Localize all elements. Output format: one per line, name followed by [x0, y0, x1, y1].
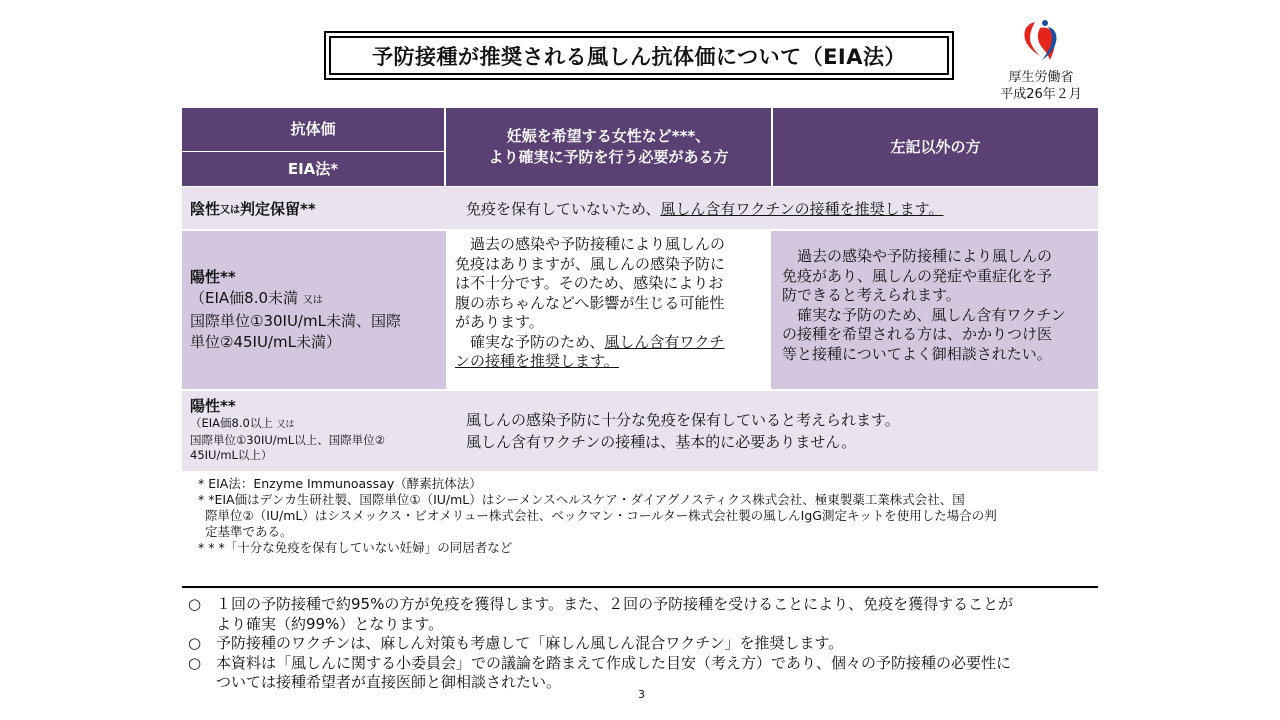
bullet-item: [188, 595, 1108, 634]
bullet-text: 本資料は「風しんに関する小委員会」での議論を踏まえて作成した目安（考え方）であり、個々の予防接種の必要性に: [216, 653, 1012, 672]
positive-low-others-line: の接種を希望される方は、かかりつけ医: [782, 325, 1053, 343]
positive-low-preg-line: 確実な予防のため、: [470, 332, 605, 351]
mhlw-logo-icon: [1018, 18, 1064, 64]
bullet-text: 予防接種のワクチンは、麻しん対策も考慮して「麻しん風しん混合ワクチン」を推奨します。: [216, 634, 844, 652]
footnote: * *EIA価はデンカ生研社製、国際単位①（IU/mL）はシーメンスヘルスケア・ダイアグノスティクス株式会社、極東製薬工業株式会社、国: [198, 492, 965, 507]
header-others: 左記以外の方: [773, 108, 1098, 186]
summary-bullets: [188, 595, 1108, 693]
positive-high-eia: （EIA価8.0以上: [190, 416, 277, 430]
header-pregnancy-line2: より確実に予防を行う必要がある方: [488, 148, 729, 166]
positive-low-eia: （EIA価8.0未満: [190, 289, 303, 307]
negative-content-recommendation: 風しん含有ワクチンの接種を推奨します。: [660, 199, 944, 218]
header-pregnancy-group: [446, 108, 771, 186]
negative-label-pending: 判定保留**: [240, 199, 316, 218]
row-positive-low-pregnancy: [446, 231, 771, 389]
footnote: 定基準である。: [205, 524, 293, 539]
footnote: * EIA法：Enzyme Immunoassay（酵素抗体法）: [198, 476, 482, 491]
row-positive-low-others: [773, 231, 1098, 389]
header-eia: EIA法*: [182, 152, 444, 186]
org-name: 厚生労働省: [1008, 70, 1074, 85]
positive-low-preg-line: があります。: [455, 313, 544, 331]
bullet-item: [188, 634, 1108, 654]
positive-low-others-line: 過去の感染や予防接種により風しんの: [797, 247, 1053, 265]
positive-high-content-line: 風しんの感染予防に十分な免疫を保有していると考えられます。: [466, 411, 900, 429]
positive-low-title: 陽性**: [190, 268, 236, 286]
footnote: 際単位②（IU/mL）はシスメックス・ビオメリュー株式会社、ベックマン・コールター株式会社製の風しんIgG測定キットを使用した場合の判: [205, 508, 997, 523]
circle-bullet-icon: ○: [188, 653, 202, 672]
positive-low-intl2: 単位②45IU/mL未満）: [190, 333, 341, 351]
positive-low-intl1: 国際単位①30IU/mL未満、国際: [190, 312, 401, 330]
bullet-text: ついては接種希望者が直接医師と御相談されたい。: [216, 673, 562, 691]
negative-label-main: 陰性: [190, 199, 221, 218]
positive-low-preg-line: 過去の感染や予防接種により風しんの: [470, 235, 726, 253]
bullet-text: より確実（約99%）となります。: [216, 614, 444, 633]
row-negative: [182, 187, 1098, 229]
bullet-item: [188, 654, 1108, 693]
title-box: [324, 31, 954, 80]
org-date: 平成26年２月: [1000, 87, 1082, 102]
positive-low-preg-line: 免疫はありますが、風しんの感染予防に: [455, 254, 726, 273]
circle-bullet-icon: ○: [188, 634, 202, 652]
footnotes: [198, 476, 1078, 556]
positive-high-or: 又は: [276, 420, 295, 430]
positive-low-preg-line: は不十分です。そのため、感染によりお: [455, 274, 724, 292]
row-positive-low-label: [190, 267, 445, 353]
positive-high-intl2: 45IU/mL以上）: [190, 448, 273, 462]
positive-low-others-line: 等と接種についてよく御相談されたい。: [782, 344, 1052, 363]
row-negative-content: [466, 187, 943, 229]
divider-line: [182, 586, 1098, 588]
positive-low-others-line: 防できると考えられます。: [782, 286, 961, 304]
positive-low-others-line: 確実な予防のため、風しん含有ワクチン: [797, 305, 1066, 324]
row-negative-label: [190, 187, 316, 229]
header-antibody: 抗体価: [182, 108, 444, 151]
header-pregnancy-line1: 妊娠を希望する女性など***、: [506, 127, 711, 145]
positive-high-intl1: 国際単位①30IU/mL以上、国際単位②: [190, 433, 386, 447]
positive-low-preg-recommend: ンの接種を推奨します。: [455, 352, 619, 370]
row-positive-high-label: [190, 397, 450, 463]
negative-content-text: 免疫を保有していないため、: [466, 199, 661, 218]
row-positive-high: [182, 391, 1098, 471]
row-positive-high-content: [466, 409, 900, 453]
footnote: * * *「十分な免疫を保有していない妊婦」の同居者など: [198, 540, 513, 555]
page-title: 予防接種が推奨される風しん抗体価について（EIA法）: [329, 36, 949, 75]
bullet-text: １回の予防接種で約95%の方が免疫を獲得します。また、２回の予防接種を受けることにより、免疫を獲得することが: [216, 595, 1014, 613]
positive-low-or: 又は: [302, 295, 323, 306]
positive-low-others-line: 免疫があり、風しんの発症や重症化を予: [782, 266, 1053, 285]
positive-low-preg-line: 腹の赤ちゃんなどへ影響が生じる可能性: [455, 293, 725, 312]
circle-bullet-icon: ○: [188, 595, 202, 613]
organization-block: [996, 69, 1086, 103]
positive-low-preg-recommend: 風しん含有ワクチ: [604, 332, 725, 351]
negative-label-or: 又は: [220, 204, 241, 216]
page-number: 3: [638, 688, 645, 701]
positive-high-title: 陽性**: [190, 397, 236, 415]
positive-high-content-line: 風しん含有ワクチンの接種は、基本的に必要ありません。: [466, 433, 857, 451]
row-positive-low: [182, 231, 1098, 389]
